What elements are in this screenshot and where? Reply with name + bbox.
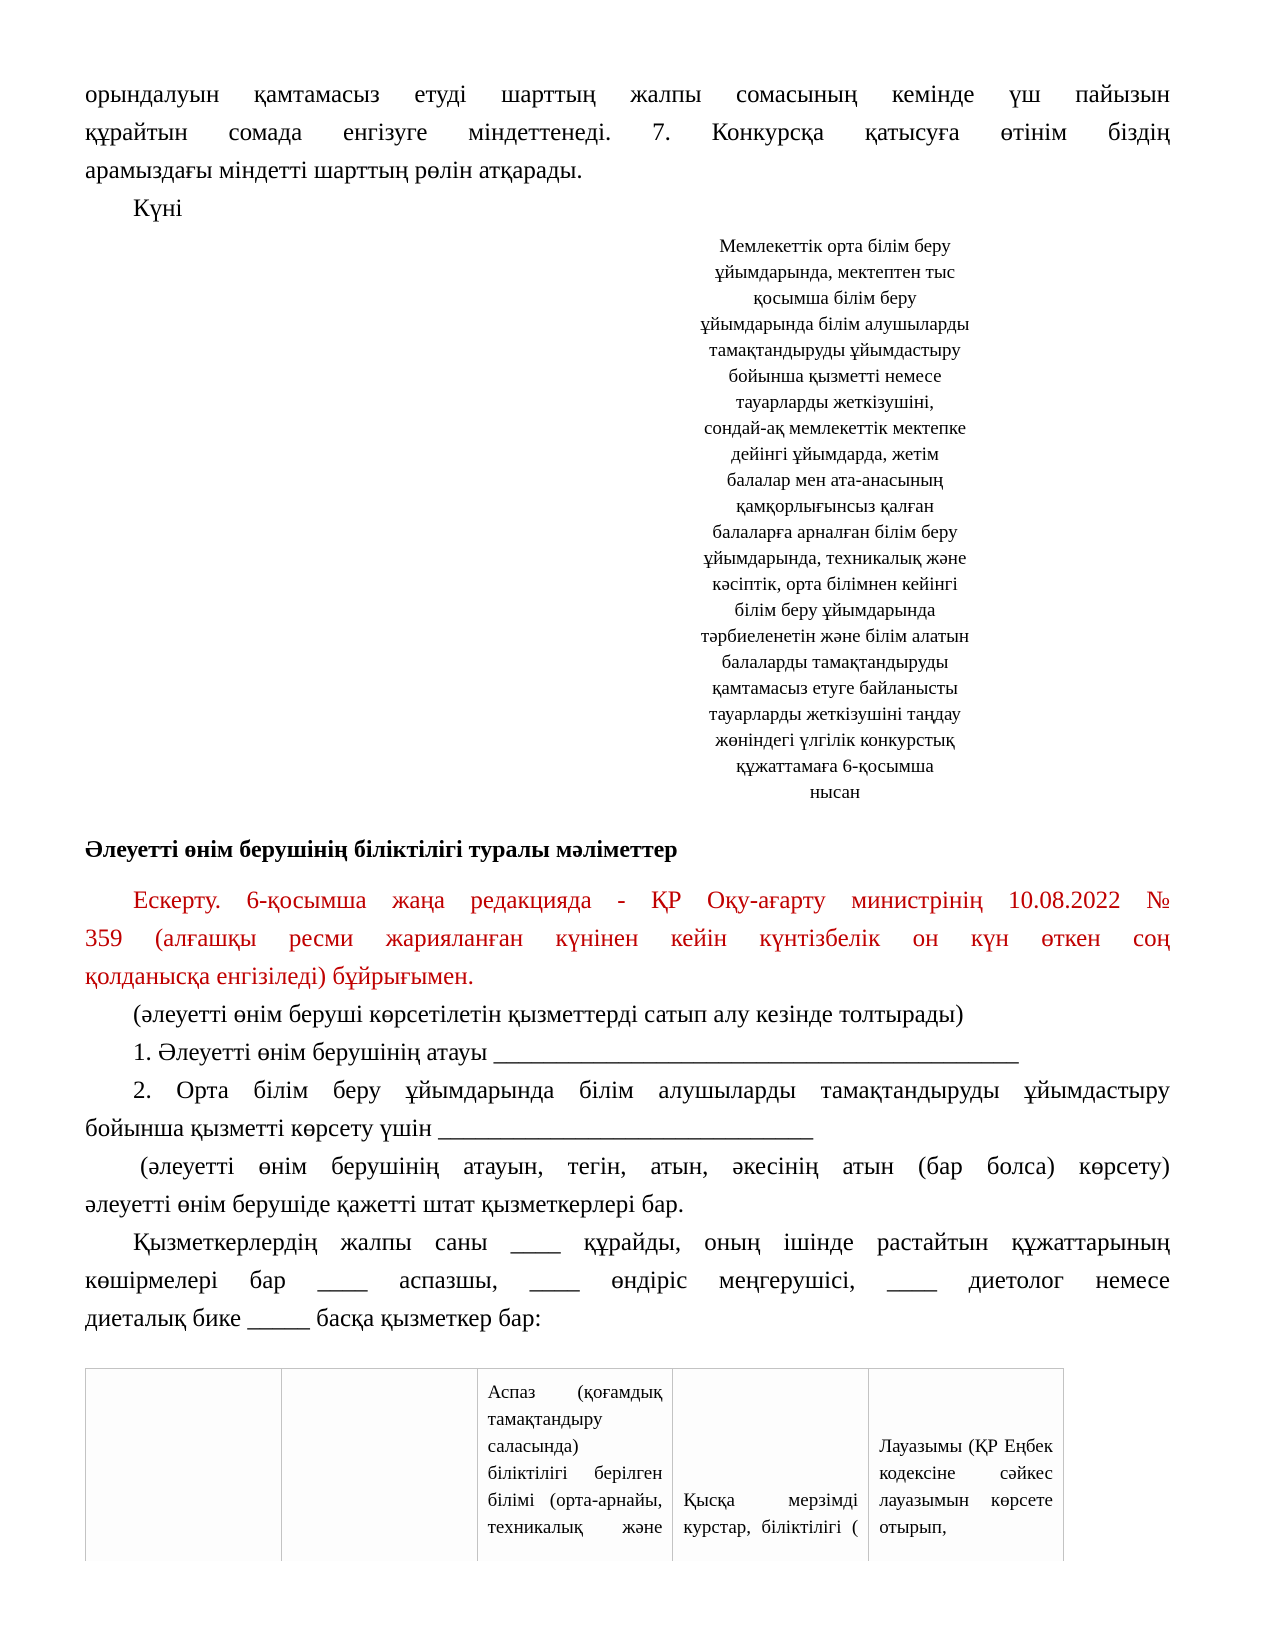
item-1-supplier-name: 1. Әлеуетті өнім берушінің атауы __________________________________________ <box>133 1039 1019 1066</box>
section-heading: Әлеуетті өнім берушінің біліктілігі туралы мәліметтер <box>85 837 678 863</box>
intro-line: арамыздағы міндетті шарттың рөлін атқарады. <box>85 157 583 184</box>
amendment-note-line: Ескерту. 6-қосымша жаңа редакцияда - ҚР Оқу-ағарту министрінің 10.08.2022 № <box>133 887 1170 914</box>
intro-line: құрайтын сомада енгізуге міндеттенеді. 7. Конкурсқа қатысуға өтінім біздің <box>85 119 1170 146</box>
appendix-line: ұйымдарында, мектептен тыс <box>714 262 956 283</box>
appendix-line: балаларды тамақтандыруды <box>721 652 949 673</box>
table-cell-text: Лауазымы (ҚР Еңбек кодексіне сәйкес лауазымын көрсете отырып, <box>879 1436 1053 1538</box>
appendix-line: кәсіптік, орта білімнен кейінгі <box>712 574 958 595</box>
item-2-line: 2. Орта білім беру ұйымдарында білім алушыларды тамақтандыруды ұйымдастыру <box>133 1077 1170 1104</box>
staff-count-line: Қызметкерлердің жалпы саны ____ құрайды, оның ішінде растайтын құжаттарының <box>133 1229 1170 1256</box>
appendix-line: тәрбиеленетін және білім алатын <box>700 626 970 647</box>
fill-instruction: (әлеуетті өнім беруші көрсетілетін қызметтерді сатып алу кезінде толтырады) <box>133 1001 964 1028</box>
table-cell-text: Қысқа мерзімді курстар, біліктілігі ( <box>683 1490 859 1538</box>
staff-count-line: көшірмелері бар ____ аспазшы, ____ өндіріс меңгерушісі, ____ диетолог немесе <box>85 1267 1170 1294</box>
table-cell-4 <box>672 1369 868 1561</box>
table-cell-5 <box>868 1369 1064 1561</box>
appendix-line: тауарларды жеткізушіні, <box>735 392 935 413</box>
appendix-line: дейінгі ұйымдарда, жетім <box>731 444 939 465</box>
staff-availability-line: әлеуетті өнім берушіде қажетті штат қызметкерлері бар. <box>85 1191 685 1218</box>
appendix-line: бойынша қызметті немесе <box>728 366 942 387</box>
appendix-line: тамақтандыруды ұйымдастыру <box>709 340 961 361</box>
staff-count-paragraph <box>85 1224 1170 1338</box>
appendix-line: балалар мен ата-анасының <box>726 470 944 491</box>
appendix-line: құжаттамаға 6-қосымша <box>736 756 934 777</box>
appendix-reference-block <box>560 234 1110 806</box>
table-cell-3 <box>477 1369 673 1561</box>
table-cell-2 <box>281 1369 477 1561</box>
appendix-line: жөніндегі үлгілік конкурстық <box>715 730 955 751</box>
table-cell-1 <box>85 1369 281 1561</box>
item-2-service <box>85 1072 1170 1148</box>
appendix-line: ұйымдарында білім алушыларды <box>700 314 970 335</box>
appendix-line: сондай-ақ мемлекеттік мектепке <box>703 418 967 439</box>
qualification-table <box>85 1368 1064 1561</box>
amendment-note-line: 359 (алғашқы ресми жарияланған күнінен кейін күнтізбелік он күн өткен соң <box>85 925 1170 952</box>
intro-paragraph <box>85 76 1170 190</box>
appendix-line: нысан <box>809 782 861 803</box>
appendix-line: балаларға арналған білім беру <box>712 522 958 543</box>
appendix-line: білім беру ұйымдарында <box>734 600 936 621</box>
supplier-name-hint: (әлеуетті өнім берушінің атауын, тегін, атын, әкесінің атын (бар болса) көрсету) <box>140 1153 1170 1180</box>
amendment-note-line: қолданысқа енгізіледі) бұйрығымен. <box>85 963 474 990</box>
appendix-line: қамтамасыз етуге байланысты <box>712 678 958 699</box>
item-2-line: бойынша қызметті көрсету үшін ______________________________ <box>85 1115 814 1142</box>
appendix-line: ұйымдарында, техникалық және <box>703 548 967 569</box>
appendix-line: қамқорлығынсыз қалған <box>736 496 934 517</box>
table-cell-text: Аспаз (қоғамдық тамақтандыру саласында) біліктілігі берілген білімі (орта-арнайы, техникалық және <box>487 1382 663 1538</box>
amendment-note <box>85 882 1170 996</box>
staff-count-line: диеталық бике _____ басқа қызметкер бар: <box>85 1305 542 1332</box>
intro-line: орындалуын қамтамасыз етуді шарттың жалпы сомасының кемінде үш пайызын <box>85 81 1170 108</box>
appendix-line: Мемлекеттік орта білім беру <box>719 236 951 257</box>
date-label: Күні <box>133 195 183 222</box>
appendix-line: тауарларды жеткізушіні таңдау <box>709 704 961 725</box>
appendix-line: қосымша білім беру <box>753 288 917 309</box>
